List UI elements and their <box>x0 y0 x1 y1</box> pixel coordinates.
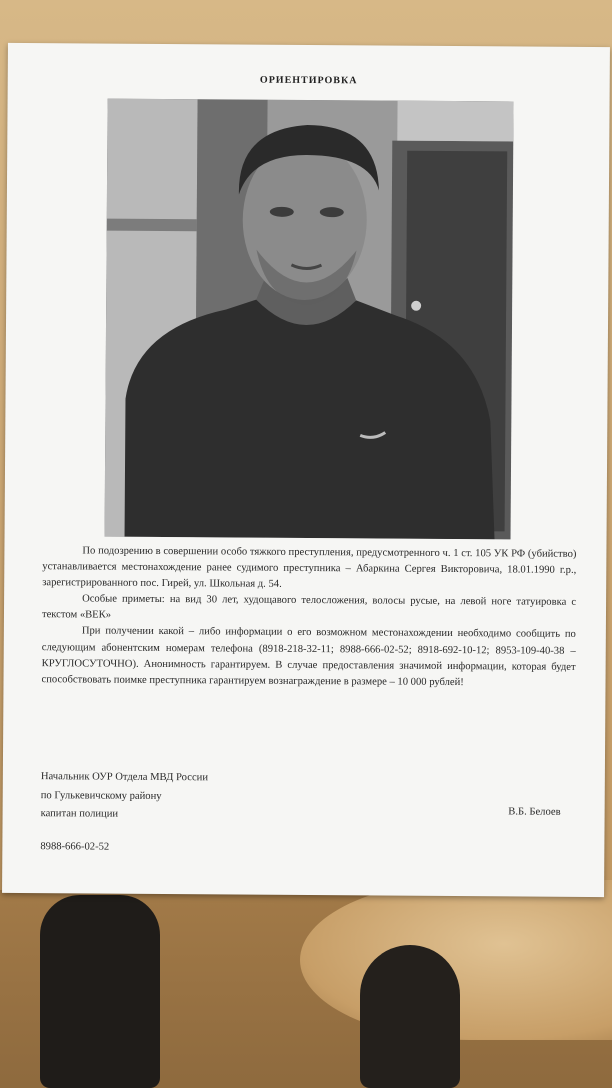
crime-paragraph: По подозрению в совершении особо тяжкого преступления, предусмотренного ч. 1 ст. 105 УК РФ (убийство) устанавливается местонахождение ранее судимого преступника – Абаркина Сергея Викторовича, 18.01.1990 г.р., зарегистрированного пос. Гирей, ул. Школьная д. 54. <box>42 545 577 591</box>
signer-rank: капитан полиции <box>40 808 119 820</box>
contact-phone: 8988-666-02-52 <box>40 841 110 853</box>
features-paragraph: Особые приметы: на вид 30 лет, худощавого телосложения, волосы русые, на левой ноге татуировка с текстом «ВЕК» <box>41 593 577 622</box>
wanted-notice-paper <box>2 43 610 897</box>
contact-paragraph: При получении какой – либо информации о его возможном местонахождении необходимо сообщить по следующим абонентским номерам телефона (8918-218-32-11; 8988-666-02-52; 8918-692-10-12; 8953-109-40-38 – КРУГЛОСУТОЧНО). Анонимность гарантируем. В случае предоставления значимой информации, которая будет способствовать поимке преступника гарантируем вознаграждение в размере – 10 000 рублей! <box>41 625 576 688</box>
signature-block <box>41 768 575 827</box>
signer-position-line2: по Гулькевичскому району <box>40 789 162 802</box>
suspect-photo <box>105 99 514 540</box>
notice-title: ОРИЕНТИРОВКА <box>259 74 358 87</box>
signer-position-line1: Начальник ОУР Отдела МВД России <box>40 771 209 784</box>
signer-name: В.Б. Белоев <box>508 806 561 818</box>
notice-body <box>41 543 576 692</box>
left-shoe <box>40 895 160 1088</box>
right-shoe <box>360 945 460 1088</box>
